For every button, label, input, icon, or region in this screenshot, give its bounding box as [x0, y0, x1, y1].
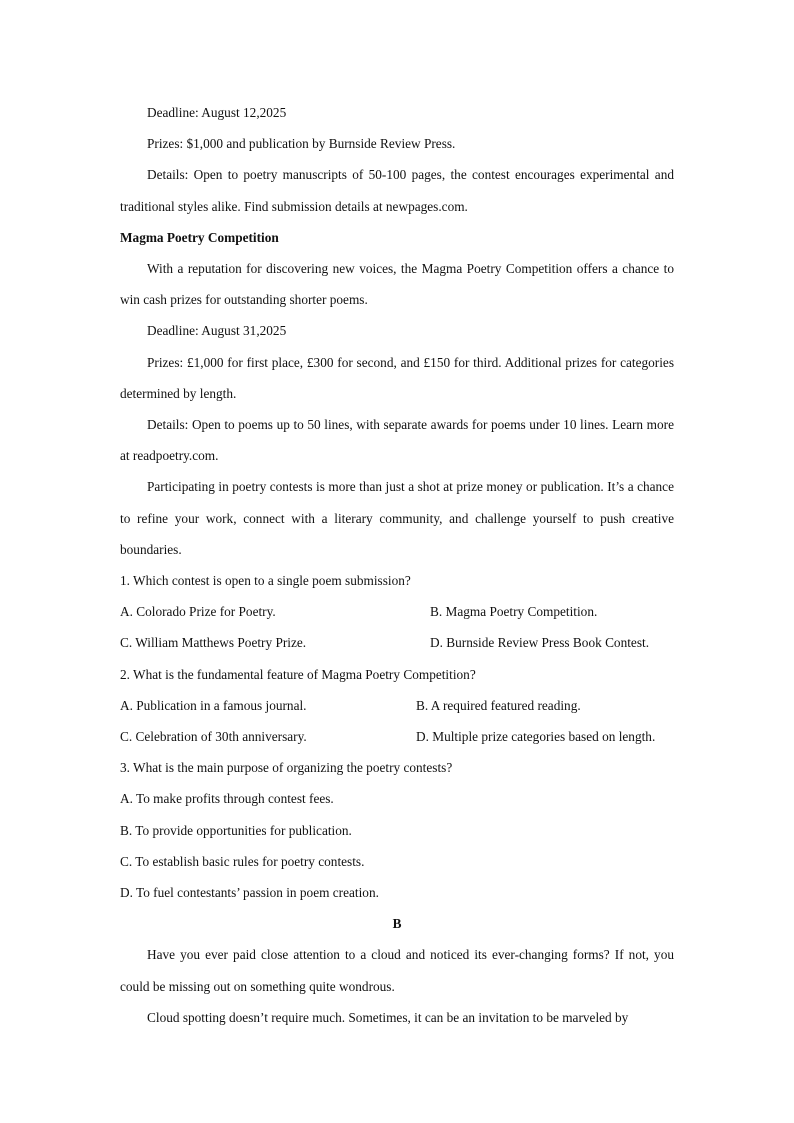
- section-b-paragraph-1: Have you ever paid close attention to a cloud and noticed its ever-changing forms? If not, you could be missing out on something quite wondrous.: [120, 947, 674, 994]
- question-1-options-row-1: [120, 596, 674, 627]
- option-d: D. Burnside Review Press Book Contest.: [430, 635, 650, 651]
- details-paragraph: Details: Open to poetry manuscripts of 50-100 pages, the contest encourages experimental and traditional styles alike. Find submission details at newpages.com.: [120, 167, 674, 214]
- question-2-options-row-1: [120, 690, 674, 721]
- option-c: C. Celebration of 30th anniversary.: [120, 729, 307, 745]
- option-d: D. To fuel contestants’ passion in poem creation.: [120, 885, 379, 901]
- option-c: C. William Matthews Poetry Prize.: [120, 635, 307, 651]
- magma-prizes: Prizes: £1,000 for first place, £300 for second, and £150 for third. Additional prizes for categories determined by length.: [120, 354, 674, 401]
- section-b-paragraph-2: Cloud spotting doesn’t require much. Sometimes, it can be an invitation to be marveled by: [147, 1009, 629, 1025]
- section-b-label: B: [392, 916, 402, 932]
- deadline-line: Deadline: August 12,2025: [147, 105, 287, 120]
- question-1-stem: 1. Which contest is open to a single poem submission?: [120, 573, 411, 589]
- option-b: B. Magma Poetry Competition.: [430, 604, 598, 620]
- option-b: B. To provide opportunities for publication.: [120, 822, 352, 838]
- option-a: A. Publication in a famous journal.: [120, 697, 307, 713]
- question-3-stem: 3. What is the main purpose of organizing the poetry contests?: [120, 760, 453, 776]
- option-a: A. Colorado Prize for Poetry.: [120, 604, 276, 620]
- option-d: D. Multiple prize categories based on length.: [416, 729, 656, 745]
- question-1-options-row-2: [120, 627, 674, 658]
- option-c: C. To establish basic rules for poetry contests.: [120, 853, 365, 869]
- magma-details: Details: Open to poems up to 50 lines, with separate awards for poems under 10 lines. Learn more at readpoetry.com.: [120, 417, 674, 464]
- magma-deadline: Deadline: August 31,2025: [147, 323, 287, 339]
- magma-intro: With a reputation for discovering new voices, the Magma Poetry Competition offers a chance to win cash prizes for outstanding shorter poems.: [120, 261, 674, 308]
- document-page: [120, 97, 674, 1033]
- magma-heading: Magma Poetry Competition: [120, 229, 279, 245]
- question-2-options-row-2: [120, 721, 674, 752]
- question-2-stem: 2. What is the fundamental feature of Magma Poetry Competition?: [120, 666, 476, 682]
- closing-paragraph: Participating in poetry contests is more than just a shot at prize money or publication. It’s a chance to refine your work, connect with a literary community, and challenge yourself to push creative boundaries.: [120, 479, 674, 557]
- option-b: B. A required featured reading.: [416, 697, 581, 713]
- prizes-line: Prizes: $1,000 and publication by Burnside Review Press.: [147, 136, 456, 152]
- option-a: A. To make profits through contest fees.: [120, 791, 334, 807]
